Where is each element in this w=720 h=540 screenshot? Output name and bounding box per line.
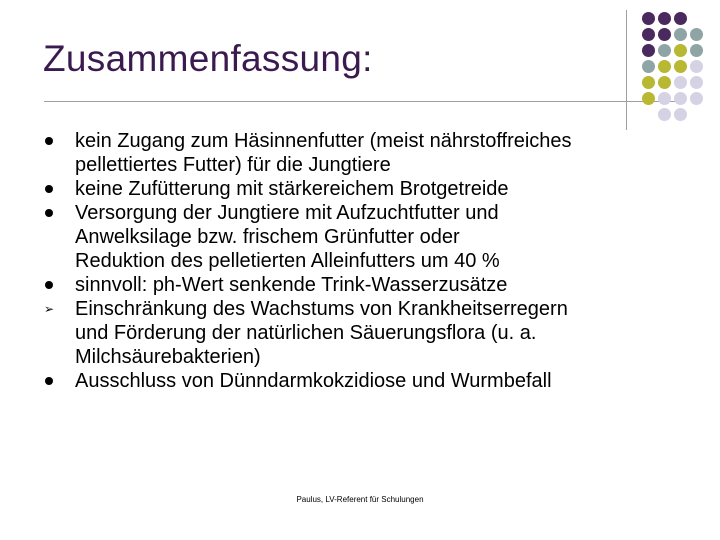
footer-text: Paulus, LV-Referent für Schulungen <box>296 495 424 504</box>
decor-dot <box>690 76 703 89</box>
decor-dot <box>690 28 703 41</box>
decor-dot <box>642 76 655 89</box>
decor-dot <box>642 60 655 73</box>
bullet-text: keine Zufütterung mit stärkereichem Brotgetreide <box>75 178 509 200</box>
bullet-item <box>44 273 664 297</box>
bullet-text: Einschränkung des Wachstums von Krankheitserregern und Förderung der natürlichen Säuerungsflora (u. a. Milchsäurebakterien) <box>75 298 568 368</box>
bullet-item <box>44 129 664 177</box>
vertical-divider <box>626 10 627 130</box>
slide-title: Zusammenfassung: <box>43 38 373 79</box>
decor-dot <box>642 92 655 105</box>
decor-dot <box>674 12 687 25</box>
title-divider <box>44 101 684 102</box>
bullet-text: sinnvoll: ph-Wert senkende Trink-Wasserzusätze <box>75 274 508 296</box>
decor-dot <box>658 108 671 121</box>
bullet-text: Ausschluss von Dünndarmkokzidiose und Wurmbefall <box>75 370 552 392</box>
decor-dot <box>674 108 687 121</box>
dot-icon <box>44 129 60 153</box>
decor-dot <box>658 12 671 25</box>
bullet-text: kein Zugang zum Häsinnenfutter (meist nährstoffreiches pellettiertes Futter) für die Jungtiere <box>75 130 572 176</box>
decor-dot <box>658 76 671 89</box>
dot-icon <box>44 273 60 297</box>
bullet-item <box>44 369 664 393</box>
decor-dot <box>690 44 703 57</box>
decor-dot <box>674 60 687 73</box>
bullet-item <box>44 201 664 273</box>
decor-dot <box>658 60 671 73</box>
decor-dot <box>658 44 671 57</box>
decor-dot <box>642 28 655 41</box>
dot-icon <box>44 177 60 201</box>
bullet-list <box>44 129 664 393</box>
dot-icon <box>44 201 60 225</box>
decor-dot <box>674 76 687 89</box>
decor-dot <box>690 60 703 73</box>
dot-icon <box>44 369 60 393</box>
decor-dot <box>674 44 687 57</box>
decor-dot <box>674 92 687 105</box>
bullet-text: Versorgung der Jungtiere mit Aufzuchtfutter und Anwelksilage bzw. frischem Grünfutter oder Reduktion des pelletierten Alleinfutters um 40 % <box>75 202 500 272</box>
decor-dot <box>674 28 687 41</box>
bullet-item <box>44 177 664 201</box>
decor-dot <box>658 28 671 41</box>
decor-dot <box>642 12 655 25</box>
decor-dot <box>690 92 703 105</box>
bullet-item <box>44 297 664 369</box>
decor-dot <box>642 44 655 57</box>
decor-dot <box>658 92 671 105</box>
arrow-icon: ➢ <box>44 302 55 316</box>
